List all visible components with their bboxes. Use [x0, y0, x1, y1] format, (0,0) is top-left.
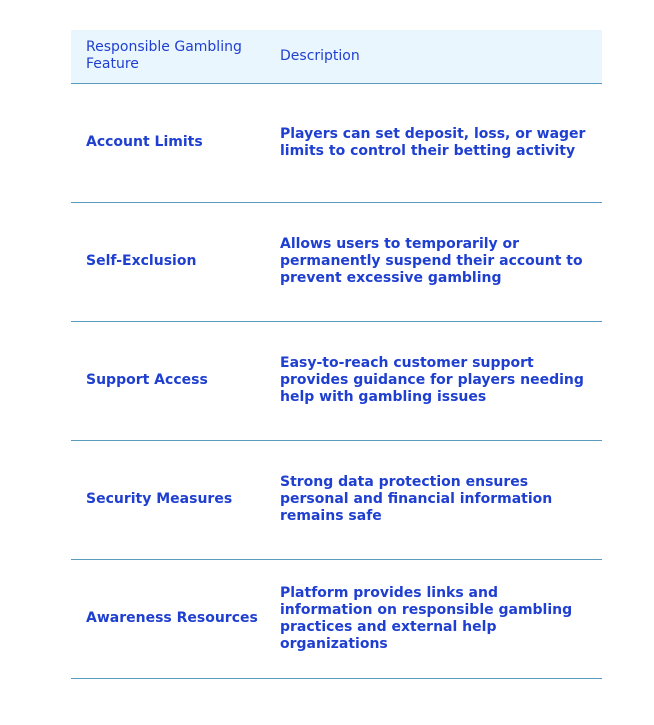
responsible-gambling-table-container [71, 30, 602, 679]
header-description: Description [265, 30, 602, 83]
feature-cell: Support Access [71, 321, 265, 440]
table-row [71, 440, 602, 559]
table-header [71, 30, 602, 83]
description-cell: Strong data protection ensures personal and financial information remains safe [265, 440, 602, 559]
description-cell: Platform provides links and information on responsible gambling practices and external help organizations [265, 559, 602, 678]
table-row [71, 202, 602, 321]
responsible-gambling-table [71, 30, 602, 679]
table-body [71, 83, 602, 678]
feature-cell: Self-Exclusion [71, 202, 265, 321]
table-row [71, 559, 602, 678]
table-header-row [71, 30, 602, 83]
description-cell: Players can set deposit, loss, or wager limits to control their betting activity [265, 83, 602, 202]
feature-cell: Awareness Resources [71, 559, 265, 678]
feature-cell: Account Limits [71, 83, 265, 202]
header-feature: Responsible Gambling Feature [71, 30, 265, 83]
description-cell: Allows users to temporarily or permanently suspend their account to prevent excessive gambling [265, 202, 602, 321]
description-cell: Easy-to-reach customer support provides guidance for players needing help with gambling issues [265, 321, 602, 440]
feature-cell: Security Measures [71, 440, 265, 559]
table-row [71, 321, 602, 440]
table-row [71, 83, 602, 202]
